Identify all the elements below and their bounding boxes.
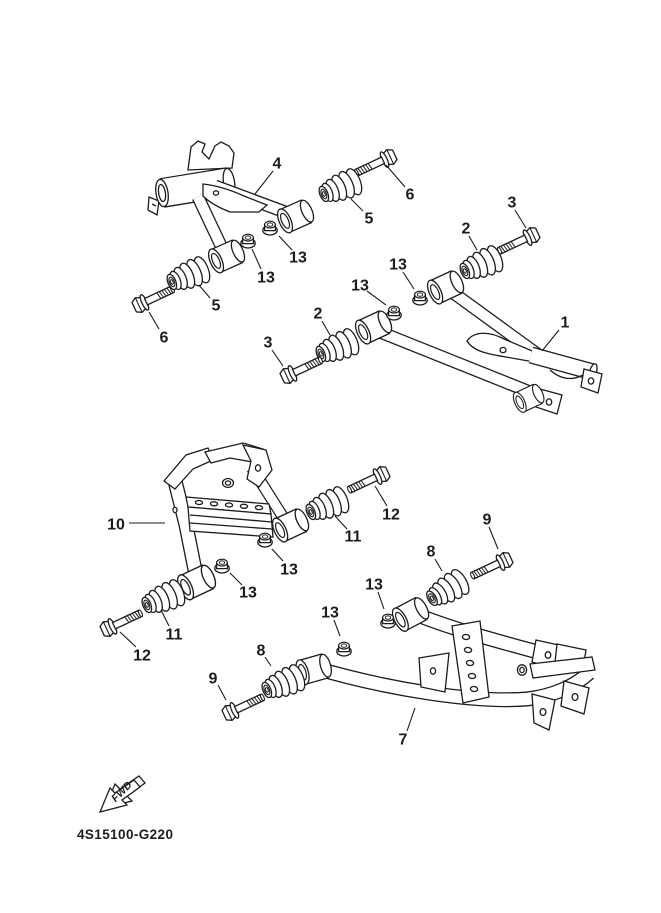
callout-12-15: [375, 486, 400, 524]
callout-number: 10: [107, 516, 125, 534]
callout-13-9: [252, 249, 275, 287]
callout-6-11: [149, 312, 169, 347]
callout-leader-line: [435, 559, 442, 571]
ear-hole: [572, 694, 578, 701]
callout-1-7: [542, 315, 570, 352]
bushing-11-right: [302, 484, 352, 526]
nut-13-f: [215, 559, 229, 573]
callout-13-24: [321, 605, 340, 637]
callout-leader-line: [199, 285, 210, 298]
pivot-housing: [389, 595, 432, 634]
callout-2-4: [462, 221, 477, 251]
arm-hole: [173, 507, 177, 512]
callout-number: 5: [364, 210, 374, 228]
nut-13-d: [387, 306, 401, 320]
callout-10-14: [107, 517, 165, 534]
callout-leader-line: [489, 527, 498, 549]
callout-number: 5: [211, 297, 221, 315]
pivot-housing: [275, 197, 317, 235]
part-1-lower-arm: [352, 268, 602, 414]
gusset-hole: [213, 191, 218, 195]
callout-number: 2: [313, 305, 323, 323]
nut-13-a: [263, 221, 277, 235]
ear-hole: [588, 378, 593, 384]
callout-number: 11: [165, 626, 183, 644]
callout-leader-line: [218, 685, 226, 700]
callout-5-2: [351, 199, 374, 228]
callout-4-0: [255, 156, 282, 195]
callout-13-18: [230, 573, 257, 602]
callout-leader-line: [367, 291, 386, 305]
callout-12-20: [120, 632, 151, 665]
callout-leader-line: [149, 312, 159, 329]
callout-number: 13: [389, 256, 407, 274]
bolt-12-right: [345, 464, 392, 498]
callout-layer: [107, 156, 569, 749]
callout-number: 7: [398, 731, 408, 749]
callout-leader-line: [255, 171, 273, 194]
callout-leader-line: [335, 516, 347, 529]
callout-number: 6: [159, 329, 169, 347]
callout-leader-line: [322, 321, 330, 335]
callout-13-8: [279, 236, 307, 267]
callout-number: 2: [461, 220, 471, 238]
callout-6-1: [386, 165, 415, 204]
callout-number: 13: [351, 277, 369, 295]
bolt-9-left: [221, 689, 268, 723]
drawing-number: 4S15100-G220: [77, 827, 174, 842]
callout-number: 9: [482, 511, 492, 529]
callout-leader-line: [265, 657, 271, 666]
callout-leader-line: [161, 610, 169, 626]
callout-number: 6: [405, 186, 415, 204]
ear-hole: [540, 709, 546, 716]
nut-13-g: [381, 614, 395, 628]
gusset-hole: [500, 347, 506, 352]
callout-8-22: [427, 544, 442, 572]
callout-leader-line: [334, 620, 340, 636]
callout-number: 3: [507, 194, 517, 212]
callout-leader-line: [272, 350, 283, 366]
callout-number: 13: [289, 249, 307, 267]
callout-9-26: [209, 671, 226, 701]
callout-9-21: [483, 512, 498, 550]
ear-hole: [546, 399, 551, 405]
nut-13-h: [337, 642, 351, 656]
callout-leader-line: [375, 486, 387, 506]
callout-3-3: [508, 195, 526, 229]
callout-number: 4: [272, 155, 282, 173]
fwd-marker: [100, 776, 145, 812]
callout-number: 9: [208, 670, 218, 688]
bolt-9-right: [468, 550, 515, 584]
callout-number: 3: [263, 334, 273, 352]
callout-leader-line: [542, 330, 559, 351]
callout-number: 12: [133, 647, 151, 665]
callout-number: 8: [426, 543, 436, 561]
callout-number: 1: [560, 314, 570, 332]
nut-13-b: [241, 234, 255, 248]
mount-bracket: [188, 141, 234, 170]
callout-number: 13: [321, 604, 339, 622]
callout-5-10: [199, 285, 221, 315]
bolt-3-left: [279, 352, 326, 386]
callout-number: 11: [344, 528, 362, 546]
callout-number: 13: [239, 584, 257, 602]
callout-3-13: [264, 335, 283, 367]
fwd-label: FWD: [109, 779, 135, 805]
callout-leader-line: [120, 632, 136, 647]
bolt-3-right: [495, 225, 542, 259]
tab-hole: [430, 668, 435, 674]
callout-leader-line: [252, 249, 261, 269]
callout-11-19: [161, 610, 183, 644]
callout-leader-line: [351, 199, 363, 211]
callout-13-23: [365, 577, 384, 610]
callout-number: 13: [365, 576, 383, 594]
callout-8-25: [257, 643, 271, 667]
tab-hole: [255, 465, 260, 471]
callout-leader-line: [515, 210, 526, 228]
callout-leader-line: [272, 549, 283, 561]
callout-11-16: [335, 516, 362, 546]
callout-leader-line: [386, 165, 405, 187]
callout-leader-line: [469, 236, 477, 250]
callout-number: 13: [257, 269, 275, 287]
callout-leader-line: [230, 573, 242, 585]
callout-7-27: [399, 708, 415, 749]
callout-number: 13: [280, 561, 298, 579]
nut-13-e: [258, 533, 272, 547]
callout-number: 8: [256, 642, 266, 660]
callout-13-6: [351, 278, 386, 306]
callout-2-12: [314, 306, 330, 336]
callout-leader-line: [279, 236, 292, 250]
callout-leader-line: [407, 708, 415, 731]
rear-arm-assembly: [99, 443, 595, 730]
bushing-8-right: [422, 567, 473, 613]
callout-13-5: [389, 257, 414, 290]
callout-leader-line: [378, 592, 384, 609]
ear-hole: [545, 652, 551, 659]
callout-13-17: [272, 549, 298, 579]
nut-13-c: [413, 291, 427, 305]
callout-leader-line: [403, 272, 414, 289]
callout-number: 12: [382, 506, 400, 524]
